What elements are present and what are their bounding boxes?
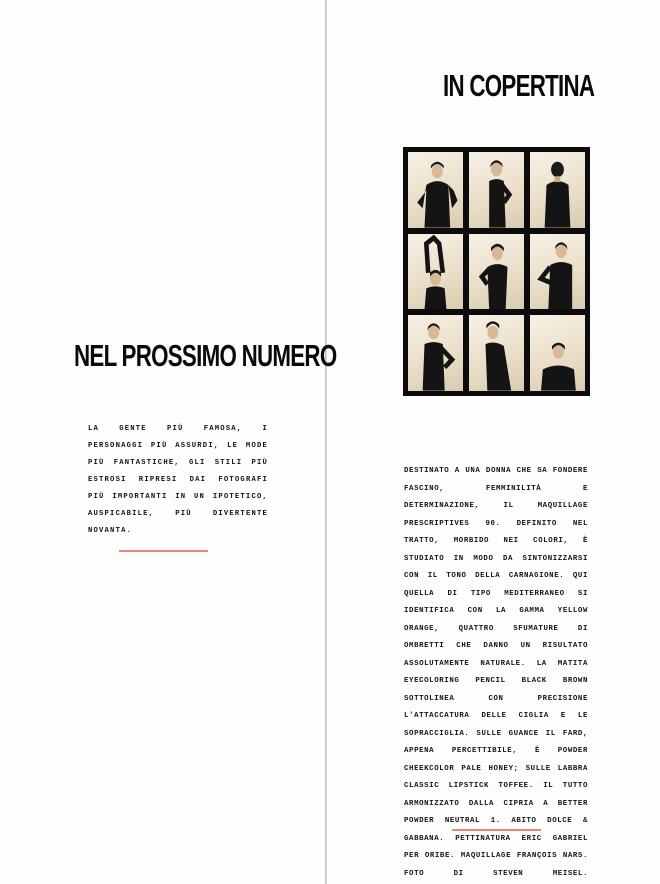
photo-frame-2 [469, 152, 524, 228]
photo-frame-7 [408, 315, 463, 391]
photo-frame-3 [530, 152, 585, 228]
photo-frame-8 [469, 315, 524, 391]
left-page-title: NEL PROSSIMO NUMERO [74, 338, 337, 373]
page-gutter [325, 0, 327, 884]
photo-frame-6 [530, 234, 585, 310]
photo-frame-4 [408, 234, 463, 310]
right-page-title: IN COPERTINA [443, 68, 595, 103]
cover-article-text: DESTINATO A UNA DONNA CHE SA FONDERE FASCINO, FEMMINILITÀ E DETERMINAZIONE, IL MAQUILLAGE PRESCRIPTIVES 90. DEFINITO NEL TRATTO, MORBIDO NEI COLORI, È STUDIATO IN MODO DA SINTONIZZARSI CON IL TONO DELLA CARNAGIONE. QUI QUELLA DI TIPO MEDITERRANEO SI IDENTIFICA CON LA GAMMA YELLOW ORANGE, QUATTRO SFUMATURE DI OMBRETTI CHE DANNO UN RISULTATO ASSOLUTAMENTE NATURALE. LA MATITA EYECOLORING PENCIL BLACK BROWN SOTTOLINEA CON PRECISIONE L'ATTACCATURA DELLE CIGLIA E LE SOPRACCIGLIA. SULLE GUANCE IL FARD, APPENA PERCETTIBILE, È POWDER CHEEKCOLOR PALE HONEY; SULLE LABBRA CLASSIC LIPSTICK TOFFEE. IL TUTTO ARMONIZZATO DALLA CIPRIA A BETTER POWDER NEUTRAL 1. ABITO DOLCE & GABBANA. PETTINATURA ERIC GABRIEL PER ORIBE. MAQUILLAGE FRANÇOIS NARS. FOTO DI STEVEN MEISEL. [404, 467, 588, 878]
left-page-intro: LA GENTE PIÙ FAMOSA, I PERSONAGGI PIÙ ASSURDI, LE MODE PIÙ FANTASTICHE, GLI STILI PIÙ ESTROSI RIPRESI DAI FOTOGRAFI PIÙ IMPORTANTI IN UN IPOTETICO, AUSPICABILE, PIÙ DIVERTENTE NOVANTA. [88, 425, 268, 535]
photo-frame-5 [469, 234, 524, 310]
cover-contact-sheet [403, 147, 590, 396]
photo-frame-9 [530, 315, 585, 391]
right-accent-rule [452, 829, 541, 831]
left-accent-rule [119, 550, 208, 552]
photo-frame-1 [408, 152, 463, 228]
